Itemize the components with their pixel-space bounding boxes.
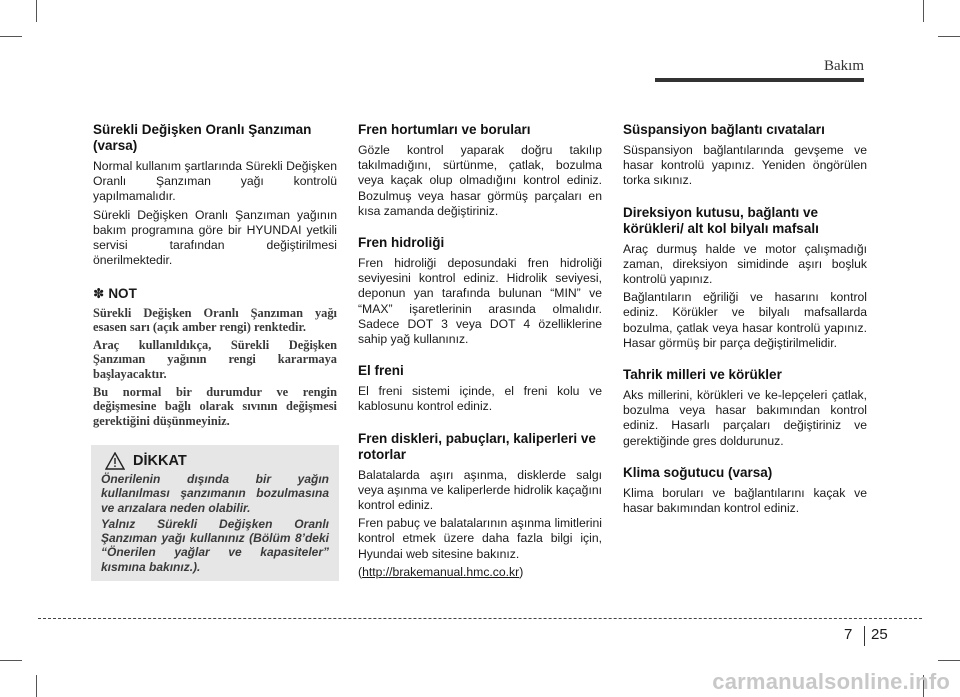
paragraph: Bağlantıların eğriliği ve hasarını kontrol ediniz. Körükler ve bilyalı mafsallarda bozulma, çatlak veya hasar kontrolü yapınız. Hasar görmüş bir parça değiştirilmelidir. — [623, 290, 867, 350]
caution-text: Yalnız Sürekli Değişken Oranlı Şanzıman yağı kullanınız (Bölüm 8’deki “Önerilen yağlar ve kapasiteler” kısmına bakınız.). — [101, 516, 329, 574]
caution-text: Önerilenin dışında bir yağın kullanılması şanzımanın bozulmasına ve arızalara neden olabilir. — [101, 472, 329, 515]
paragraph: Balatalarda aşırı aşınma, disklerde salgı veya aşınma ve kaliperlerde hidrolik kaçağını kontrol ediniz. — [358, 467, 602, 513]
section-title: Tahrik milleri ve körükler — [623, 367, 782, 383]
section-title: Sürekli Değişken Oranlı Şanzıman (varsa) — [93, 122, 312, 153]
paragraph: El freni sistemi içinde, el freni kolu ve kablosunu kontrol ediniz. — [358, 384, 602, 414]
paragraph: Klima boruları ve bağlantılarını kaçak ve hasar bakımından kontrol ediniz. — [623, 485, 867, 516]
section-title: Süspansiyon bağlantı cıvataları — [623, 122, 825, 137]
paragraph: Aks millerini, körükleri ve ke-lepçeleri çatlak, bozulma veya hasar bakımından kontrol ediniz. Hasarlı parçaları değiştiriniz ve gerektiğinde gres doldurunuz. — [623, 388, 867, 448]
paragraph: Sürekli Değişken Oranlı Şanzıman yağının bakım programına göre bir HYUNDAI yetkili servisi tarafından değiştirilmesi önerilmektedir. — [93, 207, 337, 268]
crop-mark — [923, 0, 924, 22]
section-title: Fren hortumları ve boruları — [358, 122, 531, 137]
note-heading — [93, 286, 337, 301]
note-text: Araç kullanıldıkça, Sürekli Değişken Şanzıman yağının rengi kararmaya başlayacaktır. — [93, 337, 337, 381]
footer-dashed-rule — [38, 618, 922, 619]
crop-mark — [938, 660, 960, 661]
section-title: El freni — [358, 363, 404, 379]
crop-mark — [938, 36, 960, 37]
page-number: 25 — [871, 626, 888, 643]
link-paragraph: (http://brakemanual.hmc.co.kr) — [358, 564, 524, 579]
caution-header — [105, 452, 329, 470]
note-text: Bu normal bir durumdur ve rengin değişmesine bağlı olarak sıvının değişmesi gerektiğini düşünmeyiniz. — [93, 384, 337, 428]
paragraph: Süspansiyon bağlantılarında gevşeme ve hasar kontrolü yapınız. Yeniden öngörülen torka sıkınız. — [623, 143, 867, 188]
chapter-number: 7 — [844, 626, 853, 643]
column-2 — [358, 122, 602, 583]
paragraph: Normal kullanım şartlarında Sürekli Değişken Oranlı Şanzıman yağı kontrolü yapılmamalıdır. — [93, 159, 337, 204]
brake-manual-link[interactable]: http://brakemanual.hmc.co.kr — [362, 564, 520, 579]
page-header-title: Bakım — [824, 58, 864, 74]
header-rule — [655, 78, 864, 82]
caution-box — [91, 445, 339, 581]
warning-triangle-icon — [105, 452, 125, 470]
paragraph: Gözle kontrol yaparak doğru takılıp takılmadığını, sürtünme, çatlak, bozulma veya kaçak olup olmadığını kontrol ediniz. Bozulmuş veya hasar görmüş parçaları en kısa zamanda değiştiriniz. — [358, 143, 602, 218]
watermark: carmanualsonline.info — [712, 669, 950, 694]
paragraph: Araç durmuş halde ve motor çalışmadığı zaman, direksiyon simidinde aşırı boşluk kontrolü yapınız. — [623, 241, 867, 287]
caution-title: DİKKAT — [133, 453, 187, 469]
crop-mark — [36, 0, 37, 22]
paragraph: Fren pabuç ve balatalarının aşınma limitlerini kontrol etmek üzere daha fazla bilgi için, Hyundai web sitesine bakınız. — [358, 516, 602, 561]
crop-mark — [36, 675, 37, 697]
column-3 — [623, 122, 867, 519]
section-title: Fren diskleri, pabuçları, kaliperleri ve rotorlar — [358, 430, 596, 462]
note-title: NOT — [108, 286, 137, 302]
column-1 — [93, 122, 337, 431]
crop-mark — [0, 36, 22, 37]
section-title: Fren hidroliği — [358, 235, 445, 251]
page-number-divider — [864, 626, 865, 646]
note-text: Sürekli Değişken Oranlı Şanzıman yağı esasen sarı (açık amber rengi) renktedir. — [93, 305, 337, 335]
crop-mark — [0, 660, 22, 661]
paragraph: Fren hidroliği deposundaki fren hidroliği seviyesini kontrol ediniz. Hidrolik seviyesi, deponun yan tarafında bulunan “MIN” ve “MAX” işaretlerinin arasında olmalıdır. Sadece DOT 3 veya DOT 4 özelliklerine sahip yağ kullanınız. — [358, 256, 602, 347]
section-title: Direksiyon kutusu, bağlantı ve körükleri/ alt kol bilyalı mafsalı — [623, 204, 819, 236]
note-symbol-icon: ✽ — [93, 286, 105, 302]
section-title: Klima soğutucu (varsa) — [623, 464, 773, 480]
